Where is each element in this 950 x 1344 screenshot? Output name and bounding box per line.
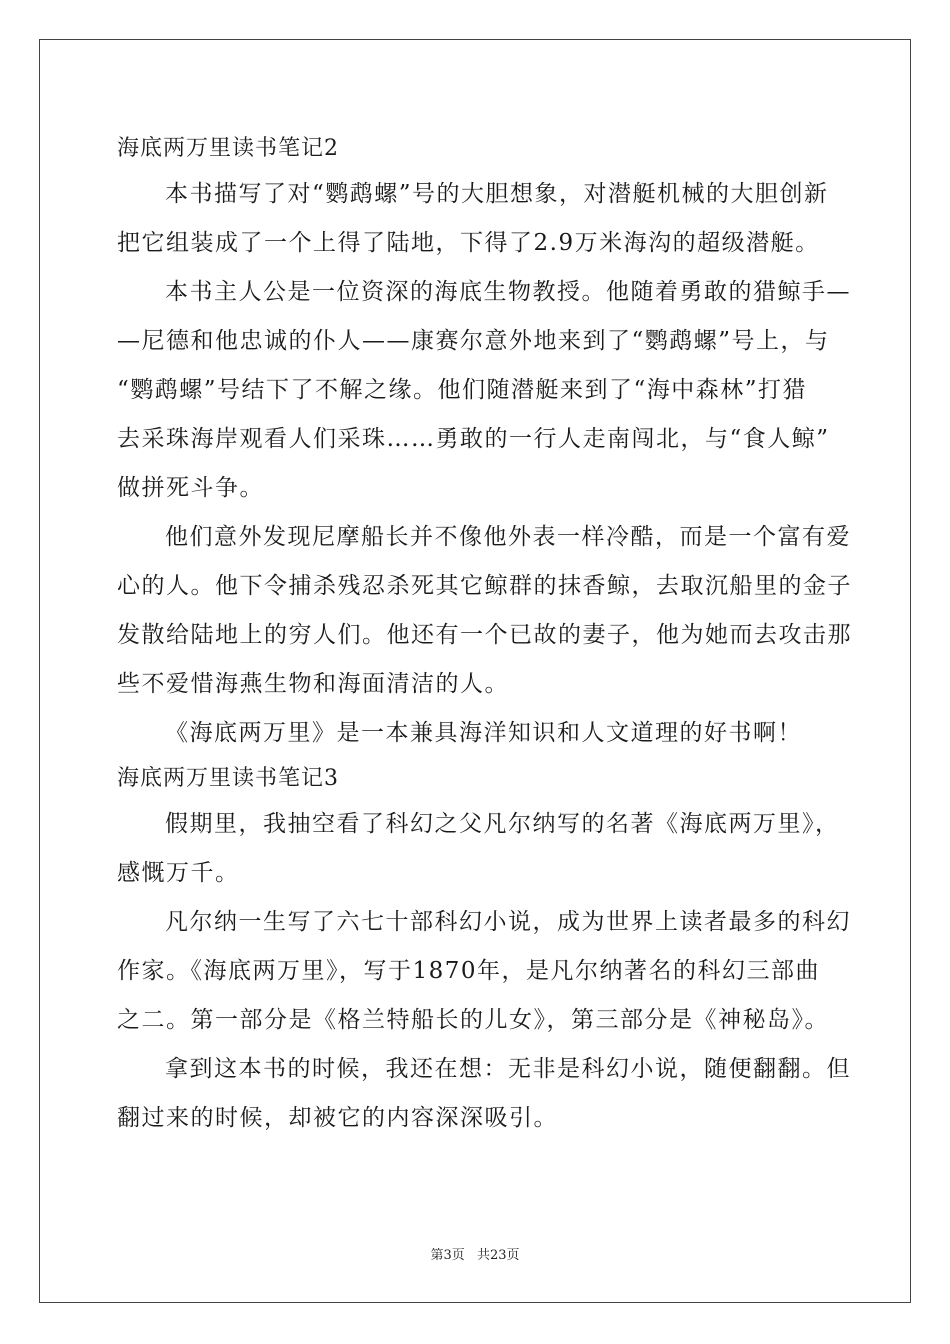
text-line: 假期里，我抽空看了科幻之父凡尔纳写的名著《海底两万里》， [165,811,840,837]
text-line: 翻过来的时候，却被它的内容深深吸引。 [117,1105,558,1131]
text-line: 本书主人公是一位资深的海底生物教授。他随着勇敢的猎鲸手— [165,279,851,305]
text-line: 《海底两万里》是一本兼具海洋知识和人文道理的好书啊！ [165,720,802,746]
text-line: 之二。第一部分是《格兰特船长的儿女》，第三部分是《神秘岛》。 [117,1007,829,1033]
document-body [117,128,852,1143]
paragraph [117,709,837,758]
section-heading: 海底两万里读书笔记3 [117,766,339,791]
paragraph [117,898,851,1045]
text-line: 心的人。他下令捕杀残忍杀死其它鲸群的抹香鲸，去取沉船里的金子 [117,573,852,599]
text-line: 些不爱惜海燕生物和海面清洁的人。 [117,671,509,697]
page-footer [0,1244,950,1263]
text-line: 他们意外发现尼摩船长并不像他外表一样冷酷，而是一个富有爱 [165,524,851,550]
paragraph [117,268,851,513]
text-line: —尼德和他忠诚的仆人——康赛尔意外地来到了“鹦鹉螺”号上，与 [117,328,830,354]
text-line: 做拼死斗争。 [117,475,264,501]
text-line: 去采珠海岸观看人们采珠……勇敢的一行人走南闯北，与“食人鲸” [117,426,830,452]
text-line: “鹦鹉螺”号结下了不解之缘。他们随潜艇来到了“海中森林”打猎 [117,377,808,403]
text-line: 感慨万千。 [117,860,240,886]
paragraph [117,800,840,898]
text-line: 发散给陆地上的穷人们。他还有一个已故的妻子，他为她而去攻击那 [117,622,852,648]
paragraph [117,170,837,268]
section-heading: 海底两万里读书笔记2 [117,136,339,161]
paragraph [117,513,852,709]
text-line: 把它组装成了一个上得了陆地，下得了2.9万米海沟的超级潜艇。 [117,230,820,256]
text-line: 作家。《海底两万里》，写于1870年，是凡尔纳著名的科幻三部曲 [117,958,821,984]
page-number: 第3页 [430,1248,465,1263]
paragraph [117,1045,851,1143]
text-line: 本书描写了对“鹦鹉螺”号的大胆想象，对潜艇机械的大胆创新 [165,181,829,207]
text-line: 凡尔纳一生写了六七十部科幻小说，成为世界上读者最多的科幻 [165,909,851,935]
text-line: 拿到这本书的时候，我还在想：无非是科幻小说，随便翻翻。但 [165,1056,851,1082]
page-total: 共23页 [476,1248,520,1263]
